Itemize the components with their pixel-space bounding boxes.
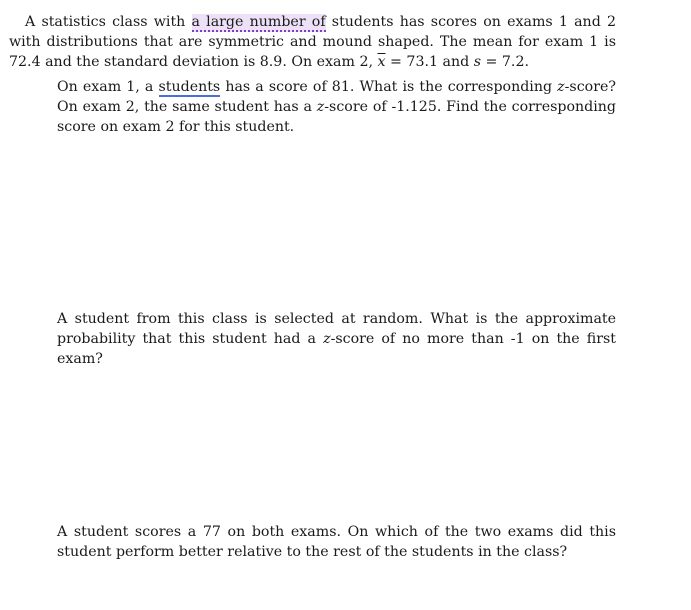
s-symbol: s bbox=[473, 54, 481, 70]
q2-text-2: -score of no more than -1 on the first exam? bbox=[57, 331, 616, 367]
intro-text-1: A statistics class with bbox=[25, 14, 192, 30]
intro-text-3: = 73.1 and bbox=[385, 54, 474, 70]
grammar-highlight[interactable]: a large number of bbox=[191, 14, 326, 30]
intro-text-2: students has scores on exams 1 and 2 with distributions that are symmetric and mound shaped. The mean for exam 1 is 72.4 and the standard deviation is 8.9. On exam 2, bbox=[9, 14, 617, 70]
question-1 bbox=[57, 77, 616, 137]
x-bar-symbol: $\overline{x}$ bbox=[377, 54, 386, 70]
question-3 bbox=[57, 522, 616, 562]
z-symbol: z bbox=[316, 99, 325, 115]
q1-text-1: On exam 1, a bbox=[57, 79, 159, 95]
q3-text: A student scores a 77 on both exams. On which of the two exams did this student perform better relative to the rest of the students in the class? bbox=[57, 524, 616, 560]
z-symbol: z bbox=[557, 79, 565, 95]
intro-text-4: = 7.2. bbox=[481, 54, 529, 70]
spelling-flag[interactable]: students bbox=[158, 79, 221, 95]
q1-text-2: has a score of 81. What is the corresponding bbox=[220, 79, 558, 95]
question-2 bbox=[57, 309, 616, 369]
problem-intro bbox=[9, 12, 616, 72]
q1-text-3: -score? On exam 2, the same student has a bbox=[57, 79, 616, 115]
q2-text-1: A student from this class is selected at random. What is the approximate probability that this student had a bbox=[57, 311, 616, 347]
q1-text-4: -score of -1.125. Find the corresponding score on exam 2 for this student. bbox=[57, 99, 616, 135]
z-symbol: z bbox=[323, 331, 331, 347]
